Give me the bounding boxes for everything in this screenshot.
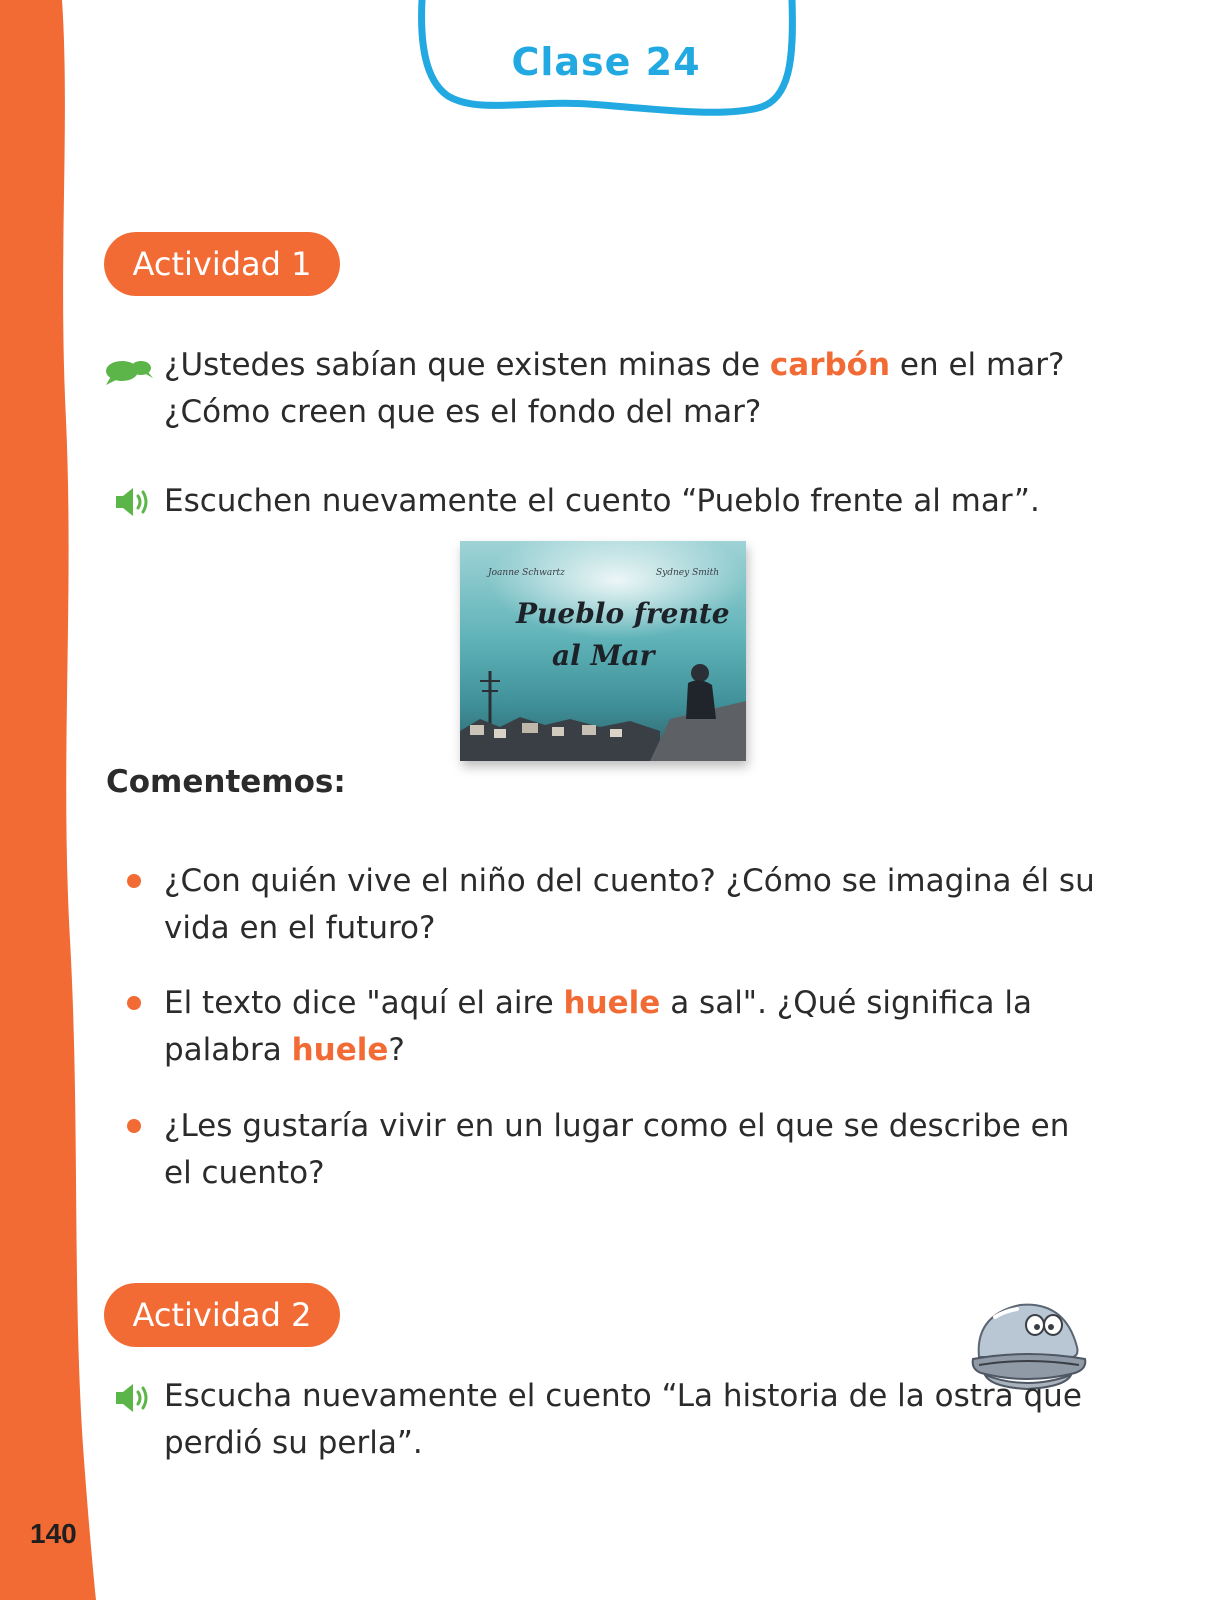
listen-instruction-2-line-1: Escucha nuevamente el cuento “La historia de la ostra que bbox=[164, 1378, 1082, 1414]
intro-line-2: ¿Cómo creen que es el fondo del mar? bbox=[164, 394, 762, 430]
bullet-icon bbox=[127, 1119, 141, 1133]
keyword-huele: huele bbox=[563, 985, 661, 1021]
intro-line-1: ¿Ustedes sabían que existen minas de carbón en el mar? bbox=[164, 347, 1065, 383]
bullet-icon bbox=[127, 874, 141, 888]
activity-2-badge: Actividad 2 bbox=[104, 1283, 340, 1347]
page-title: Clase 24 bbox=[511, 40, 701, 84]
keyword-carbon: carbón bbox=[769, 347, 891, 383]
speaker-icon bbox=[114, 486, 152, 518]
activity-1-badge: Actividad 1 bbox=[104, 232, 340, 296]
side-band bbox=[0, 0, 110, 1600]
book-author: Joanne Schwartz bbox=[488, 568, 565, 578]
discuss-heading: Comentemos: bbox=[106, 764, 346, 800]
question-1-line-2: vida en el futuro? bbox=[164, 910, 436, 946]
book-cover-image bbox=[460, 541, 746, 761]
page-number: 140 bbox=[30, 1518, 77, 1549]
speaker-icon bbox=[114, 1382, 152, 1414]
speech-bubbles-icon bbox=[104, 356, 154, 386]
listen-instruction-2-line-2: perdió su perla”. bbox=[164, 1425, 423, 1461]
book-title-line-1: Pueblo frente bbox=[516, 597, 730, 630]
bullet-icon bbox=[127, 996, 141, 1010]
question-2-line-1: El texto dice "aquí el aire huele a sal". ¿Qué significa la bbox=[164, 985, 1032, 1021]
book-illustrator: Sydney Smith bbox=[656, 568, 720, 578]
listen-instruction-1: Escuchen nuevamente el cuento “Pueblo frente al mar”. bbox=[164, 483, 1040, 519]
question-3-line-2: el cuento? bbox=[164, 1155, 325, 1191]
keyword-huele: huele bbox=[291, 1032, 389, 1068]
book-title-line-2: al Mar bbox=[552, 639, 655, 672]
question-2-line-2: palabra huele? bbox=[164, 1032, 405, 1068]
question-3-line-1: ¿Les gustaría vivir en un lugar como el que se describe en bbox=[164, 1108, 1070, 1144]
question-1-line-1: ¿Con quién vive el niño del cuento? ¿Cómo se imagina él su bbox=[164, 863, 1095, 899]
